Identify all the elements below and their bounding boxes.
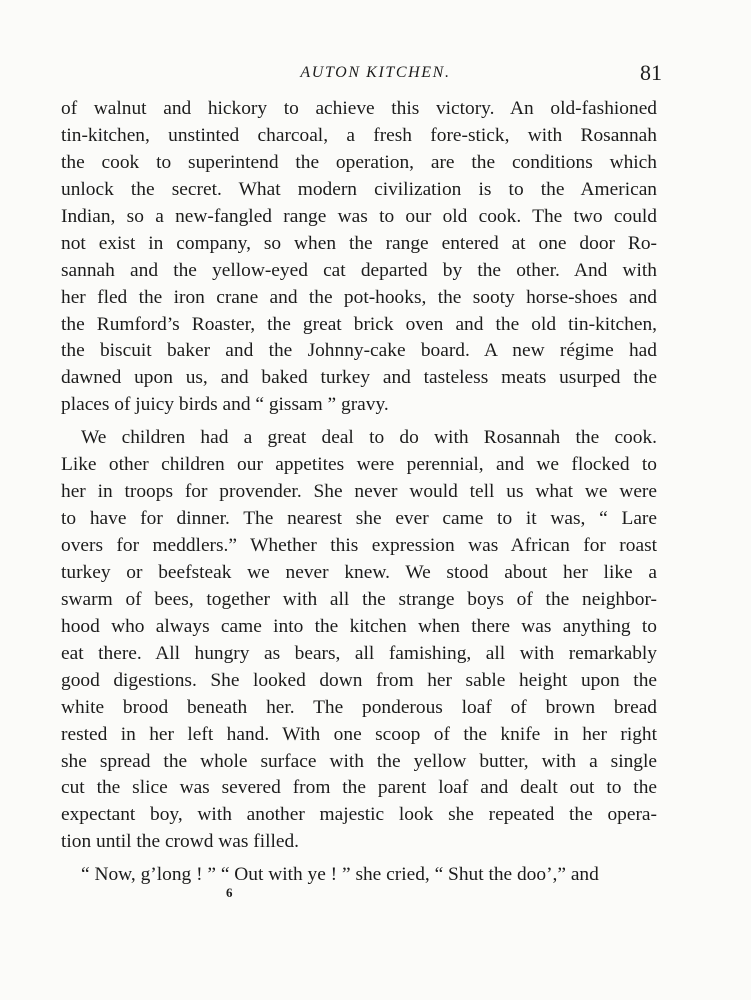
text-line: turkey or beefsteak we never knew. We stood about her like a (61, 561, 657, 583)
text-line: expectant boy, with another majestic look she repeated the opera- (61, 804, 657, 826)
text-line: not exist in company, so when the range entered at one door Ro- (61, 232, 657, 254)
text-line: overs for meddlers.” Whether this expression was African for roast (61, 535, 657, 556)
text-line: places of juicy birds and “ gissam ” gravy. (61, 394, 389, 416)
paragraph (61, 862, 657, 889)
text-line: good digestions. She looked down from her sable height upon the (61, 669, 657, 691)
text-line: eat there. All hungry as bears, all famishing, all with remarkably (61, 642, 657, 664)
running-head (0, 60, 751, 88)
text-line: dawned upon us, and baked turkey and tasteless meats usurped the (61, 367, 657, 389)
text-line: her fled the iron crane and the pot-hooks, the sooty horse-shoes and (61, 286, 657, 308)
text-line: white brood beneath her. The ponderous loaf of brown bread (61, 696, 657, 718)
signature-mark: 6 (226, 885, 233, 900)
text-line: hood who always came into the kitchen when there was anything to (61, 615, 657, 637)
page-number: 81 (640, 60, 662, 85)
text-line: sannah and the yellow-eyed cat departed by the other. And with (61, 259, 657, 281)
text-line: cut the slice was severed from the parent loaf and dealt out to the (61, 777, 657, 799)
text-line: of walnut and hickory to achieve this victory. An old-fashioned (61, 98, 657, 119)
paragraph (61, 96, 657, 419)
text-line: the Rumford’s Roaster, the great brick oven and the old tin-kitchen, (61, 313, 657, 335)
paragraph (61, 425, 657, 856)
text-line: the biscuit baker and the Johnny-cake board. A new régime had (61, 340, 657, 362)
text-line: “ Now, g’long ! ” “ Out with ye ! ” she cried, “ Shut the doo’,” and (81, 864, 599, 886)
text-line: swarm of bees, together with all the strange boys of the neighbor- (61, 588, 657, 610)
text-line: tion until the crowd was filled. (61, 831, 300, 853)
text-line: her in troops for provender. She never would tell us what we were (61, 481, 657, 503)
running-title: AUTON KITCHEN. (300, 64, 451, 81)
text-line: tin-kitchen, unstinted charcoal, a fresh fore-stick, with Rosannah (61, 124, 657, 146)
body-text (61, 96, 657, 889)
text-line: she spread the whole surface with the yellow butter, with a single (61, 750, 657, 772)
text-line: the cook to superintend the operation, are the conditions which (61, 151, 657, 173)
text-line: unlock the secret. What modern civilization is to the American (61, 178, 657, 200)
text-line: to have for dinner. The nearest she ever came to it was, “ Lare (61, 508, 657, 530)
text-line: We children had a great deal to do with Rosannah the cook. (81, 427, 657, 449)
text-line: Indian, so a new-fangled range was to our old cook. The two could (61, 205, 657, 227)
text-line: rested in her left hand. With one scoop of the knife in her right (61, 723, 657, 745)
text-line: Like other children our appetites were perennial, and we flocked to (61, 454, 657, 476)
